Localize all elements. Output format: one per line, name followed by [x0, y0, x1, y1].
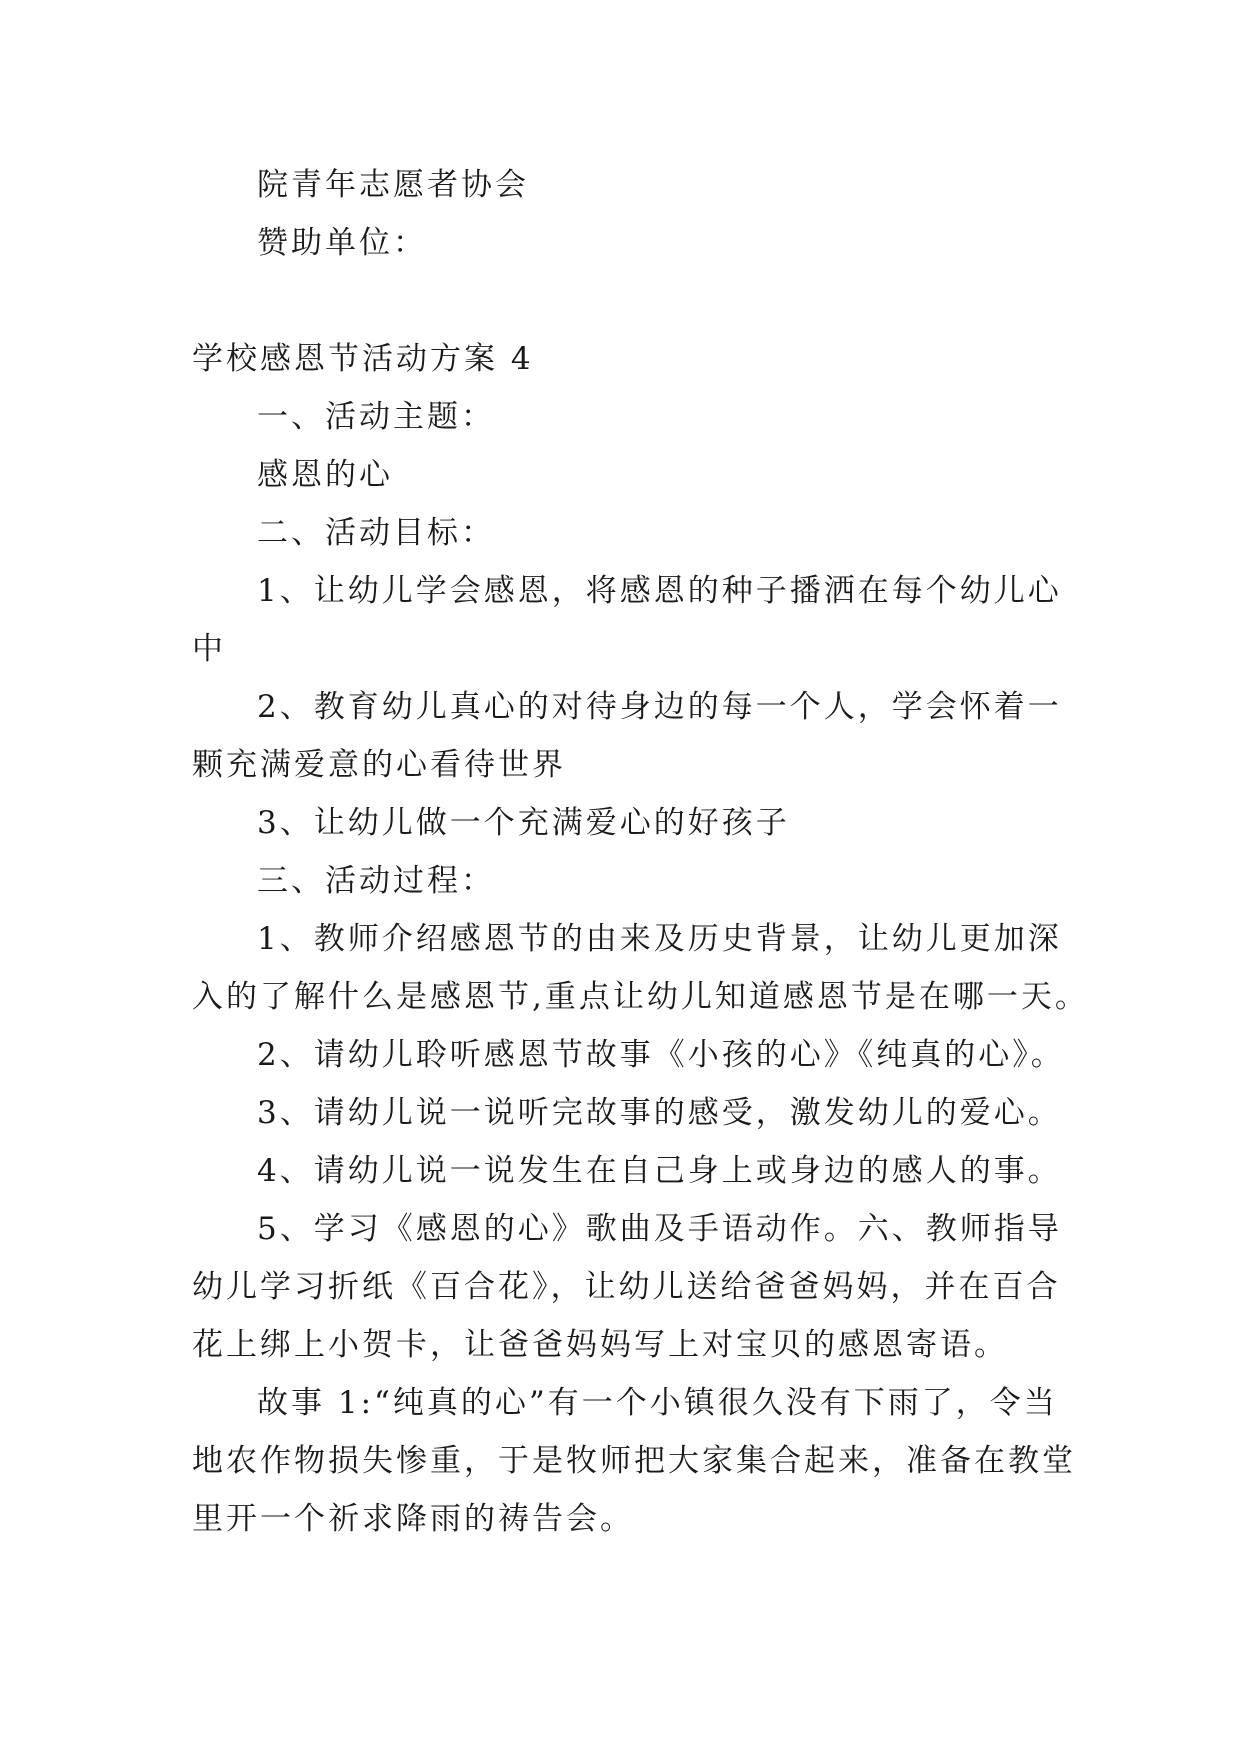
text-line-sponsor-label: 赞助单位： — [257, 225, 427, 261]
text-line-process-3: 3、请幼儿说一说听完故事的感受，激发幼儿的爱心。 — [257, 1095, 1062, 1131]
text-line-process-4: 4、请幼儿说一说发生在自己身上或身边的感人的事。 — [257, 1153, 1062, 1189]
text-line-process-1: 1、教师介绍感恩节的由来及历史背景，让幼儿更加深 — [257, 921, 1062, 957]
text-line-story-1-cont-2: 里开一个祈求降雨的祷告会。 — [192, 1501, 634, 1537]
heading-activity-process: 三、活动过程： — [257, 863, 495, 899]
text-line-goal-2: 2、教育幼儿真心的对待身边的每一个人，学会怀着一 — [257, 689, 1062, 725]
text-line-goal-1: 1、让幼儿学会感恩，将感恩的种子播洒在每个幼儿心 — [257, 573, 1062, 609]
heading-activity-theme: 一、活动主题： — [257, 399, 495, 435]
text-line-process-5: 5、学习《感恩的心》歌曲及手语动作。六、教师指导 — [257, 1211, 1062, 1247]
text-line-story-1-cont-1: 地农作物损失惨重，于是牧师把大家集合起来，准备在教堂 — [192, 1443, 1076, 1479]
text-line-process-5-cont-1: 幼儿学习折纸《百合花》，让幼儿送给爸爸妈妈，并在百合 — [192, 1269, 1061, 1305]
section-title: 学校感恩节活动方案 4 — [192, 341, 534, 377]
text-line-process-2: 2、请幼儿聆听感恩节故事《小孩的心》《纯真的心》。 — [257, 1037, 1065, 1073]
text-line-goal-2-cont: 颗充满爱意的心看待世界 — [192, 747, 566, 783]
heading-activity-goals: 二、活动目标： — [257, 515, 495, 551]
text-line-process-1-cont: 入的了解什么是感恩节,重点让幼儿知道感恩节是在哪一天。 — [192, 979, 1089, 1015]
text-line-theme-value: 感恩的心 — [257, 457, 393, 493]
text-line-process-5-cont-2: 花上绑上小贺卡，让爸爸妈妈写上对宝贝的感恩寄语。 — [192, 1327, 1008, 1363]
text-line-goal-3: 3、让幼儿做一个充满爱心的好孩子 — [257, 805, 790, 841]
text-line-story-1: 故事 1:“纯真的心”有一个小镇很久没有下雨了，令当 — [257, 1385, 1058, 1421]
text-line-goal-1-cont: 中 — [192, 631, 226, 667]
text-line-organizer: 院青年志愿者协会 — [257, 167, 529, 203]
